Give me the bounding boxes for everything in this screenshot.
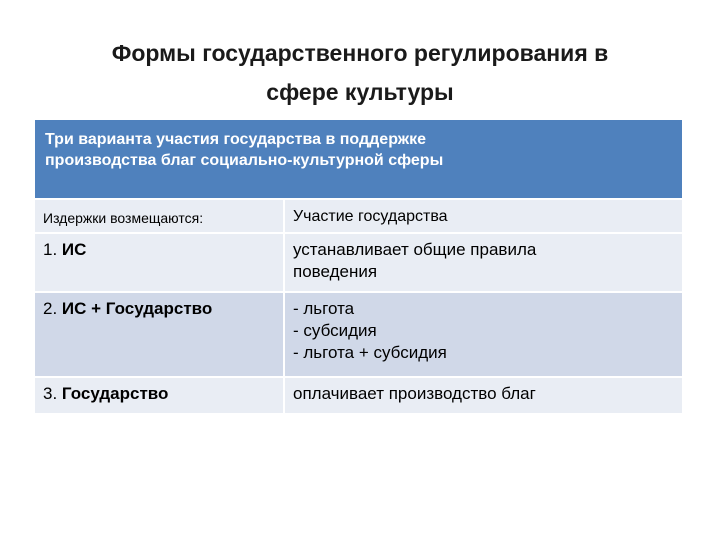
table-header-row	[35, 120, 682, 198]
row-3-description	[285, 378, 682, 413]
row-1-name: ИС	[61, 240, 87, 259]
table-header-line-1: Три варианта участия государства в поддержке	[45, 131, 427, 148]
row-3-name-cell	[35, 378, 283, 413]
row-3-name: Государство	[61, 384, 169, 403]
table-header-line-2: производства благ социально-культурной сферы	[45, 152, 444, 169]
row-3-desc-line: оплачивает производство благ	[293, 384, 536, 403]
slide-title-line-2: сфере культуры	[266, 79, 454, 105]
participation-table	[35, 120, 682, 415]
table-header-cell	[35, 120, 453, 198]
slide-title-line-1: Формы государственного регулирования в	[111, 40, 609, 66]
row-1-name-cell	[35, 234, 283, 291]
table-row	[35, 234, 682, 291]
column-header-row	[35, 200, 682, 232]
table-row	[35, 378, 682, 413]
table-row	[35, 293, 682, 376]
row-3-number: 3.	[43, 384, 58, 403]
row-1-desc-line: поведения	[293, 262, 378, 281]
row-2-desc-line: - льгота + субсидия	[293, 343, 447, 362]
row-1-desc-line: устанавливает общие правила	[293, 240, 537, 259]
slide-title	[40, 34, 680, 112]
row-2-desc-line: - льгота	[293, 299, 355, 318]
row-1-number: 1.	[43, 240, 58, 259]
row-2-desc-line: - субсидия	[293, 321, 377, 340]
row-2-name-cell	[35, 293, 283, 376]
row-2-number: 2.	[43, 299, 58, 318]
column-header-costs: Издержки возмещаются:	[35, 200, 283, 232]
row-2-name: ИС + Государство	[61, 299, 213, 318]
column-header-participation: Участие государства	[285, 200, 682, 232]
row-2-description	[285, 293, 682, 376]
row-1-description	[285, 234, 682, 291]
